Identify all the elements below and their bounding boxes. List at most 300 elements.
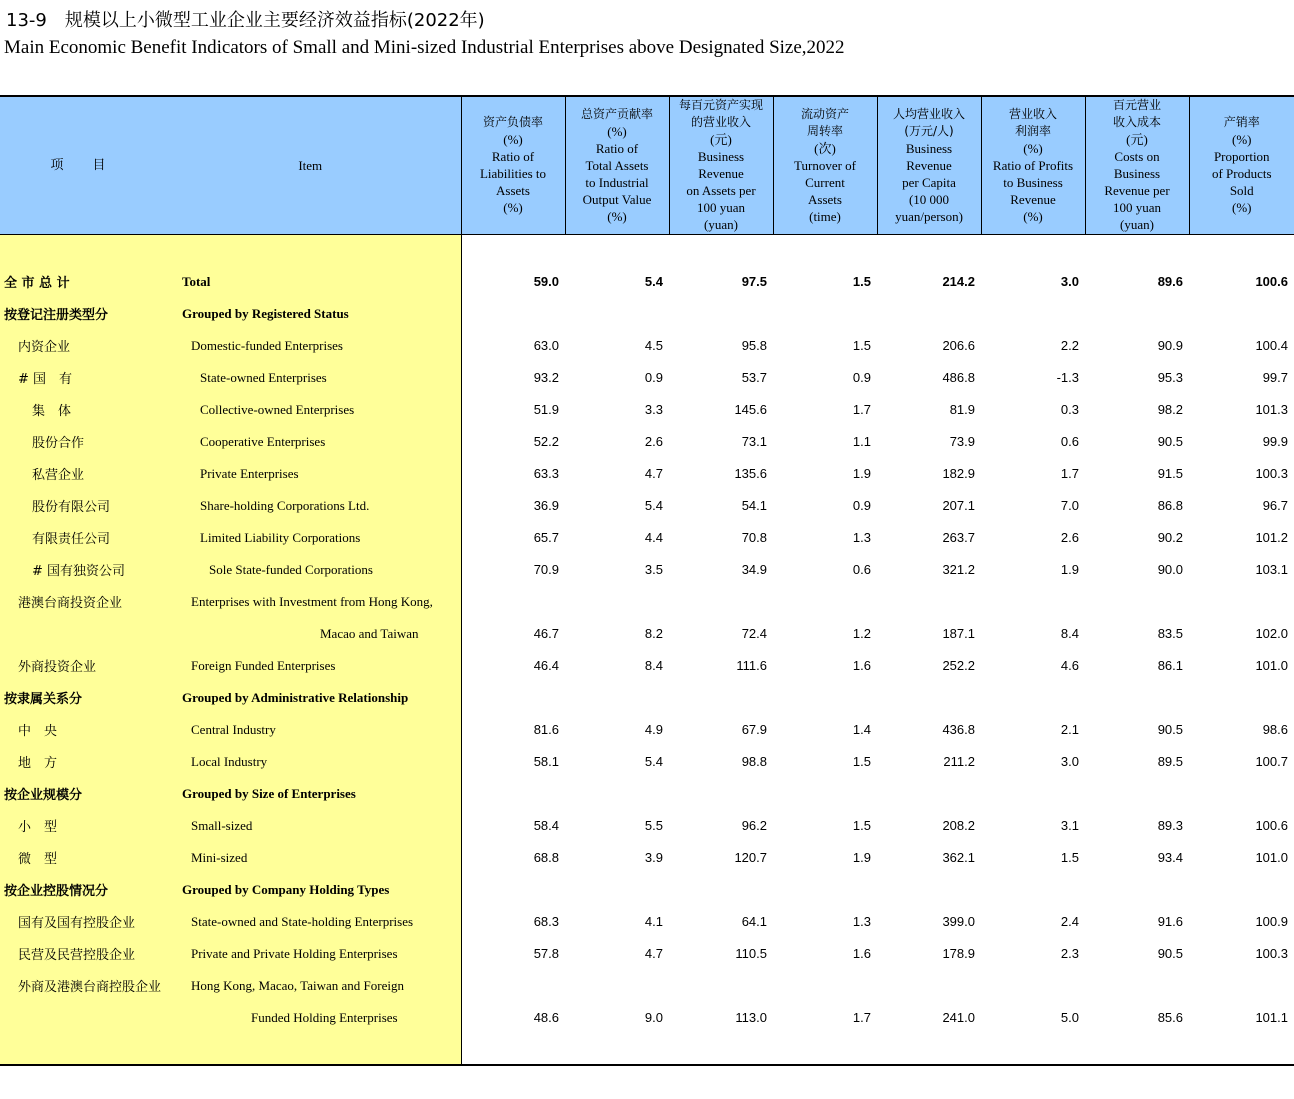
item-cell — [0, 362, 461, 394]
row-label-en: Local Industry — [191, 753, 268, 769]
table-row — [0, 970, 1294, 1002]
column-header-en-line: Revenue — [906, 157, 952, 173]
value-cell: 89.3 — [1157, 818, 1183, 833]
row-label-en: Collective-owned Enterprises — [200, 401, 355, 417]
value-cell — [461, 970, 565, 1002]
value-cell: 211.2 — [943, 754, 975, 769]
value-cell — [1189, 586, 1294, 618]
value-cell: 4.1 — [644, 914, 663, 929]
value-cell: 100.6 — [1255, 818, 1288, 833]
value-cell — [565, 298, 669, 330]
table-row — [0, 394, 1294, 426]
item-cell — [0, 522, 461, 554]
table-row — [0, 458, 1294, 490]
value-cell: 58.4 — [533, 818, 559, 833]
value-cell — [669, 298, 773, 330]
table-row — [0, 618, 1294, 650]
value-cell: 1.9 — [852, 850, 871, 865]
value-cell: 4.9 — [644, 722, 663, 737]
value-cell: 63.3 — [533, 466, 559, 481]
column-header-en-line: Ratio of Profits — [992, 157, 1074, 173]
row-label-cn: 港澳台商投资企业 — [18, 596, 123, 611]
row-label-cn: 国有及国有控股企业 — [18, 916, 136, 931]
column-header-cn: 总资产贡献率 — [580, 106, 653, 121]
column-header — [877, 96, 981, 234]
value-cell — [565, 778, 669, 810]
item-cell — [0, 650, 461, 682]
row-label-en: Limited Liability Corporations — [200, 529, 361, 545]
value-cell: 101.0 — [1255, 658, 1288, 673]
value-cell — [461, 778, 565, 810]
column-header-en-line: Assets — [496, 183, 530, 199]
row-label-cn: 外商及港澳台商控股企业 — [18, 980, 162, 995]
value-cell: 68.3 — [533, 914, 559, 929]
empty-cell — [981, 234, 1085, 266]
value-cell: 182.9 — [942, 466, 975, 481]
value-cell: 103.1 — [1255, 562, 1288, 577]
table-row — [0, 714, 1294, 746]
value-cell: 214.2 — [942, 274, 975, 289]
value-cell: 68.8 — [533, 850, 559, 865]
column-header-en-line: 100 yuan — [1112, 200, 1162, 216]
value-cell: 241.0 — [942, 1010, 975, 1025]
row-label-cn: 小 型 — [18, 820, 58, 835]
column-header-en-line: Revenue per — [1104, 183, 1170, 199]
empty-cell — [669, 1034, 773, 1065]
value-cell: 102.0 — [1255, 626, 1288, 641]
value-cell: 1.3 — [852, 914, 871, 929]
value-cell: 207.1 — [942, 498, 975, 513]
value-cell: 111.6 — [736, 658, 767, 673]
value-cell: 1.7 — [852, 402, 871, 417]
value-cell — [1189, 298, 1294, 330]
item-column-header — [0, 96, 461, 234]
row-label-en: State-owned Enterprises — [200, 369, 327, 385]
column-header-en-line: to Business — [1003, 174, 1063, 190]
value-cell: 51.9 — [533, 402, 559, 417]
value-cell: 95.8 — [741, 338, 767, 353]
row-label-en: Total — [182, 273, 211, 289]
column-header-cn: 人均营业收入 — [892, 106, 965, 121]
item-cell — [0, 490, 461, 522]
empty-cell — [565, 1034, 669, 1065]
value-cell: 4.6 — [1060, 658, 1079, 673]
value-cell — [1085, 970, 1189, 1002]
table-row — [0, 810, 1294, 842]
value-cell: 5.4 — [644, 498, 663, 513]
column-header-en-line: (%) — [503, 200, 523, 216]
column-header-cn: 资产负债率 — [482, 115, 543, 130]
column-header-en-line: (次) — [814, 140, 836, 156]
value-cell: 1.6 — [852, 658, 871, 673]
column-header-cn: 流动资产 — [800, 106, 849, 121]
value-cell — [981, 682, 1085, 714]
empty-cell — [565, 234, 669, 266]
value-cell: 52.2 — [533, 434, 559, 449]
value-cell: 70.9 — [533, 562, 559, 577]
value-cell: 5.4 — [644, 274, 663, 289]
value-cell — [1085, 586, 1189, 618]
row-label-en: Mini-sized — [191, 849, 248, 865]
column-header-cn: 营业收入 — [1008, 106, 1057, 121]
column-header-en-line: (元) — [710, 132, 732, 148]
value-cell — [669, 682, 773, 714]
item-cell — [0, 458, 461, 490]
column-header-cn: 百元营业 — [1112, 98, 1161, 113]
spacer-row — [0, 234, 1294, 266]
row-label-cn: 有限责任公司 — [32, 532, 111, 547]
row-label-en: Enterprises with Investment from Hong Kong, — [191, 593, 433, 609]
value-cell: 208.2 — [942, 818, 975, 833]
column-header-en-line: Output Value — [582, 191, 652, 207]
row-label-en: Grouped by Size of Enterprises — [182, 785, 356, 801]
value-cell: 54.1 — [741, 498, 767, 513]
value-cell: 436.8 — [942, 722, 975, 737]
value-cell: 46.4 — [533, 658, 559, 673]
row-label-cn: 股份合作 — [32, 436, 85, 451]
column-header-en-line: Revenue — [698, 166, 744, 182]
value-cell — [565, 874, 669, 906]
column-header-en-line: 100 yuan — [696, 200, 746, 216]
value-cell — [877, 778, 981, 810]
column-header-en-line: Business — [905, 140, 953, 156]
value-cell: 1.6 — [852, 946, 871, 961]
value-cell — [1189, 970, 1294, 1002]
value-cell: 100.3 — [1255, 946, 1288, 961]
value-cell: 100.7 — [1255, 754, 1288, 769]
column-header-en-line: Liabilities to — [479, 166, 547, 182]
column-header-cn: 每百元资产实现 — [678, 98, 763, 113]
item-cell — [0, 778, 461, 810]
column-header — [565, 96, 669, 234]
value-cell: 4.4 — [644, 530, 663, 545]
value-cell: 93.2 — [533, 370, 559, 385]
value-cell — [461, 298, 565, 330]
row-label-en: Macao and Taiwan — [320, 625, 419, 641]
value-cell: 1.1 — [852, 434, 871, 449]
value-cell: 86.8 — [1157, 498, 1183, 513]
value-cell: 0.9 — [852, 370, 871, 385]
column-header-en-line: (元) — [1126, 132, 1148, 148]
row-label-en: Domestic-funded Enterprises — [191, 337, 343, 353]
value-cell: 1.3 — [852, 530, 871, 545]
column-header-en-line: (%) — [1232, 200, 1252, 216]
value-cell — [773, 874, 877, 906]
table-title-cn: 13-9 规模以上小微型工业企业主要经济效益指标(2022年) — [6, 10, 485, 31]
value-cell — [1085, 682, 1189, 714]
value-cell: 86.1 — [1157, 658, 1183, 673]
value-cell — [981, 298, 1085, 330]
value-cell: 85.6 — [1157, 1010, 1183, 1025]
value-cell — [565, 682, 669, 714]
row-label-cn: 微 型 — [18, 852, 58, 867]
column-header-en-line: (yuan) — [1120, 217, 1154, 233]
item-header-cn: 项 目 — [50, 157, 114, 173]
value-cell: 83.5 — [1157, 626, 1183, 641]
value-cell: 3.9 — [644, 850, 663, 865]
item-cell — [0, 874, 461, 906]
empty-cell — [1189, 1034, 1294, 1065]
empty-cell — [981, 1034, 1085, 1065]
item-cell — [0, 810, 461, 842]
value-cell: 0.3 — [1060, 402, 1079, 417]
table-row — [0, 874, 1294, 906]
column-header-en-line: (10 000 — [908, 191, 950, 207]
value-cell — [773, 586, 877, 618]
table-title-en: Main Economic Benefit Indicators of Small and Mini-sized Industrial Enterprises above Designated Size,2022 — [4, 37, 845, 58]
value-cell: 399.0 — [942, 914, 975, 929]
column-header-en-line: Total Assets — [585, 157, 649, 173]
value-cell — [669, 970, 773, 1002]
value-cell — [981, 874, 1085, 906]
column-header-en-line: Current — [805, 174, 845, 190]
row-label-en: State-owned and State-holding Enterprises — [191, 913, 414, 929]
value-cell: 99.9 — [1262, 434, 1288, 449]
value-cell: 2.4 — [1060, 914, 1079, 929]
value-cell: 187.1 — [942, 626, 975, 641]
spacer-row — [0, 1034, 1294, 1065]
empty-cell — [1189, 234, 1294, 266]
value-cell: 101.2 — [1255, 530, 1288, 545]
value-cell: 34.9 — [741, 562, 767, 577]
row-label-en: Funded Holding Enterprises — [251, 1009, 398, 1025]
value-cell: 36.9 — [533, 498, 559, 513]
column-header-en-line: (%) — [503, 132, 523, 148]
row-label-en: Grouped by Administrative Relationship — [182, 689, 409, 705]
column-header-en-line: yuan/person) — [895, 208, 963, 224]
value-cell — [877, 874, 981, 906]
value-cell: 98.8 — [741, 754, 767, 769]
value-cell: 7.0 — [1060, 498, 1079, 513]
row-label-en: Central Industry — [191, 721, 276, 737]
column-header-en-line: (%) — [607, 208, 627, 224]
value-cell: 0.6 — [1060, 434, 1079, 449]
indicator-table-wrapper — [0, 95, 1294, 1066]
empty-cell — [773, 1034, 877, 1065]
value-cell: 5.0 — [1060, 1010, 1079, 1025]
column-header-en-line: Revenue — [1010, 191, 1056, 207]
value-cell: 0.9 — [852, 498, 871, 513]
column-header-cn: 收入成本 — [1112, 115, 1161, 130]
column-header-en-line: per Capita — [902, 174, 956, 190]
value-cell: 1.7 — [852, 1010, 871, 1025]
value-cell: 2.2 — [1060, 338, 1079, 353]
value-cell — [461, 874, 565, 906]
value-cell — [1189, 874, 1294, 906]
value-cell: 1.9 — [852, 466, 871, 481]
row-label-en: Hong Kong, Macao, Taiwan and Foreign — [191, 977, 404, 993]
value-cell: 8.2 — [644, 626, 663, 641]
value-cell — [1189, 778, 1294, 810]
value-cell: 178.9 — [942, 946, 975, 961]
row-label-cn: 股份有限公司 — [32, 500, 111, 515]
column-header-en-line: Ratio of — [491, 149, 535, 165]
row-label-cn: 按企业规模分 — [4, 788, 83, 803]
table-row — [0, 746, 1294, 778]
item-cell — [0, 906, 461, 938]
column-header-cn: 利润率 — [1014, 123, 1051, 138]
value-cell — [773, 298, 877, 330]
column-header-en-line: (%) — [1232, 132, 1252, 148]
table-row — [0, 650, 1294, 682]
row-label-en: Sole State-funded Corporations — [209, 561, 373, 577]
value-cell — [773, 970, 877, 1002]
value-cell: 4.5 — [644, 338, 663, 353]
empty-cell — [1085, 1034, 1189, 1065]
table-row — [0, 682, 1294, 714]
item-cell — [0, 682, 461, 714]
value-cell: 1.5 — [852, 818, 871, 833]
value-cell: 9.0 — [644, 1010, 663, 1025]
value-cell: 100.9 — [1255, 914, 1288, 929]
value-cell: 5.4 — [644, 754, 663, 769]
column-header-cn: 的营业收入 — [690, 115, 751, 130]
column-header-en-line: Sold — [1229, 183, 1254, 199]
value-cell: 89.5 — [1157, 754, 1183, 769]
value-cell: 1.2 — [852, 626, 871, 641]
value-cell — [1085, 874, 1189, 906]
column-header-en-line: (yuan) — [704, 217, 738, 233]
row-label-cn: 地 方 — [18, 756, 58, 771]
column-header-en-line: Costs on — [1114, 149, 1160, 165]
value-cell: 1.5 — [852, 754, 871, 769]
column-header-en-line: (%) — [1023, 208, 1043, 224]
value-cell: 2.1 — [1060, 722, 1079, 737]
column-header — [1189, 96, 1294, 234]
row-label-cn: 按隶属关系分 — [4, 692, 83, 707]
value-cell: 91.6 — [1157, 914, 1183, 929]
value-cell: 65.7 — [533, 530, 559, 545]
value-cell: 90.0 — [1157, 562, 1183, 577]
table-row — [0, 906, 1294, 938]
column-header-en-line: Ratio of — [595, 140, 639, 156]
column-header-en-line: Assets — [808, 191, 842, 207]
indicator-table — [0, 95, 1294, 1066]
column-header — [1085, 96, 1189, 234]
value-cell: 1.9 — [1060, 562, 1079, 577]
value-cell: 206.6 — [942, 338, 975, 353]
value-cell: 48.6 — [533, 1010, 559, 1025]
value-cell: 252.2 — [942, 658, 975, 673]
value-cell — [773, 778, 877, 810]
value-cell: 145.6 — [734, 402, 767, 417]
value-cell: 64.1 — [741, 914, 767, 929]
header-row — [0, 96, 1294, 234]
value-cell: 110.5 — [735, 946, 767, 961]
value-cell — [461, 586, 565, 618]
value-cell — [1085, 778, 1189, 810]
value-cell — [981, 970, 1085, 1002]
column-header-en-line: to Industrial — [585, 174, 649, 190]
value-cell: 5.5 — [644, 818, 663, 833]
value-cell: 100.4 — [1255, 338, 1288, 353]
value-cell — [981, 586, 1085, 618]
value-cell — [877, 298, 981, 330]
value-cell: 96.2 — [741, 818, 767, 833]
empty-cell — [877, 234, 981, 266]
value-cell: 89.6 — [1157, 274, 1183, 289]
value-cell: 0.6 — [852, 562, 871, 577]
row-label-en: Grouped by Registered Status — [182, 305, 349, 321]
item-header-en: Item — [298, 157, 323, 173]
value-cell: 1.4 — [852, 722, 871, 737]
table-row — [0, 266, 1294, 298]
value-cell: 101.3 — [1255, 402, 1288, 417]
value-cell — [773, 682, 877, 714]
empty-cell — [877, 1034, 981, 1065]
row-label-cn: 按登记注册类型分 — [4, 308, 109, 323]
value-cell: 2.6 — [1060, 530, 1079, 545]
row-label-en: Private and Private Holding Enterprises — [191, 945, 398, 961]
value-cell: 3.3 — [644, 402, 663, 417]
value-cell — [669, 874, 773, 906]
table-row — [0, 330, 1294, 362]
value-cell: 486.8 — [942, 370, 975, 385]
value-cell — [461, 682, 565, 714]
value-cell: 57.8 — [533, 946, 559, 961]
column-header-en-line: Business — [1113, 166, 1161, 182]
value-cell — [565, 586, 669, 618]
value-cell: 2.6 — [644, 434, 663, 449]
value-cell — [877, 970, 981, 1002]
table-row — [0, 938, 1294, 970]
item-cell — [0, 970, 461, 1002]
value-cell: 73.1 — [741, 434, 767, 449]
column-header-en-line: on Assets per — [686, 183, 756, 199]
value-cell: 113.0 — [735, 1010, 767, 1025]
empty-cell — [669, 234, 773, 266]
item-cell — [0, 394, 461, 426]
value-cell: 1.5 — [852, 274, 871, 289]
empty-cell — [773, 234, 877, 266]
table-row — [0, 778, 1294, 810]
value-cell: 81.6 — [533, 722, 559, 737]
value-cell: 81.9 — [949, 402, 975, 417]
empty-cell — [1085, 234, 1189, 266]
row-label-cn: 内资企业 — [18, 340, 71, 355]
item-cell — [0, 234, 461, 266]
value-cell: 3.0 — [1060, 754, 1079, 769]
column-header-en-line: Turnover of — [794, 157, 856, 173]
column-header-cn: 产销率 — [1223, 115, 1260, 130]
value-cell: 4.7 — [644, 466, 663, 481]
value-cell: 99.7 — [1262, 370, 1288, 385]
value-cell: 67.9 — [741, 722, 767, 737]
item-cell — [0, 618, 461, 650]
column-header-en-line: Business — [697, 149, 745, 165]
value-cell: 8.4 — [1060, 626, 1079, 641]
value-cell: 63.0 — [533, 338, 559, 353]
value-cell: 100.6 — [1255, 274, 1288, 289]
value-cell: 90.5 — [1157, 946, 1183, 961]
value-cell: 362.1 — [942, 850, 975, 865]
value-cell: 3.0 — [1060, 274, 1079, 289]
value-cell: 90.9 — [1157, 338, 1183, 353]
value-cell: 3.5 — [644, 562, 663, 577]
table-row — [0, 490, 1294, 522]
row-label-cn: # 国有独资公司 — [32, 564, 126, 579]
table-row — [0, 554, 1294, 586]
row-label-en: Cooperative Enterprises — [200, 433, 326, 449]
column-header-en-line: (time) — [809, 208, 841, 224]
row-label-cn: 集 体 — [32, 404, 72, 419]
table-body — [0, 234, 1294, 1065]
item-cell — [0, 714, 461, 746]
value-cell: 4.7 — [644, 946, 663, 961]
row-label-cn: 私营企业 — [32, 468, 85, 483]
value-cell: 0.9 — [644, 370, 663, 385]
value-cell: 53.7 — [741, 370, 767, 385]
